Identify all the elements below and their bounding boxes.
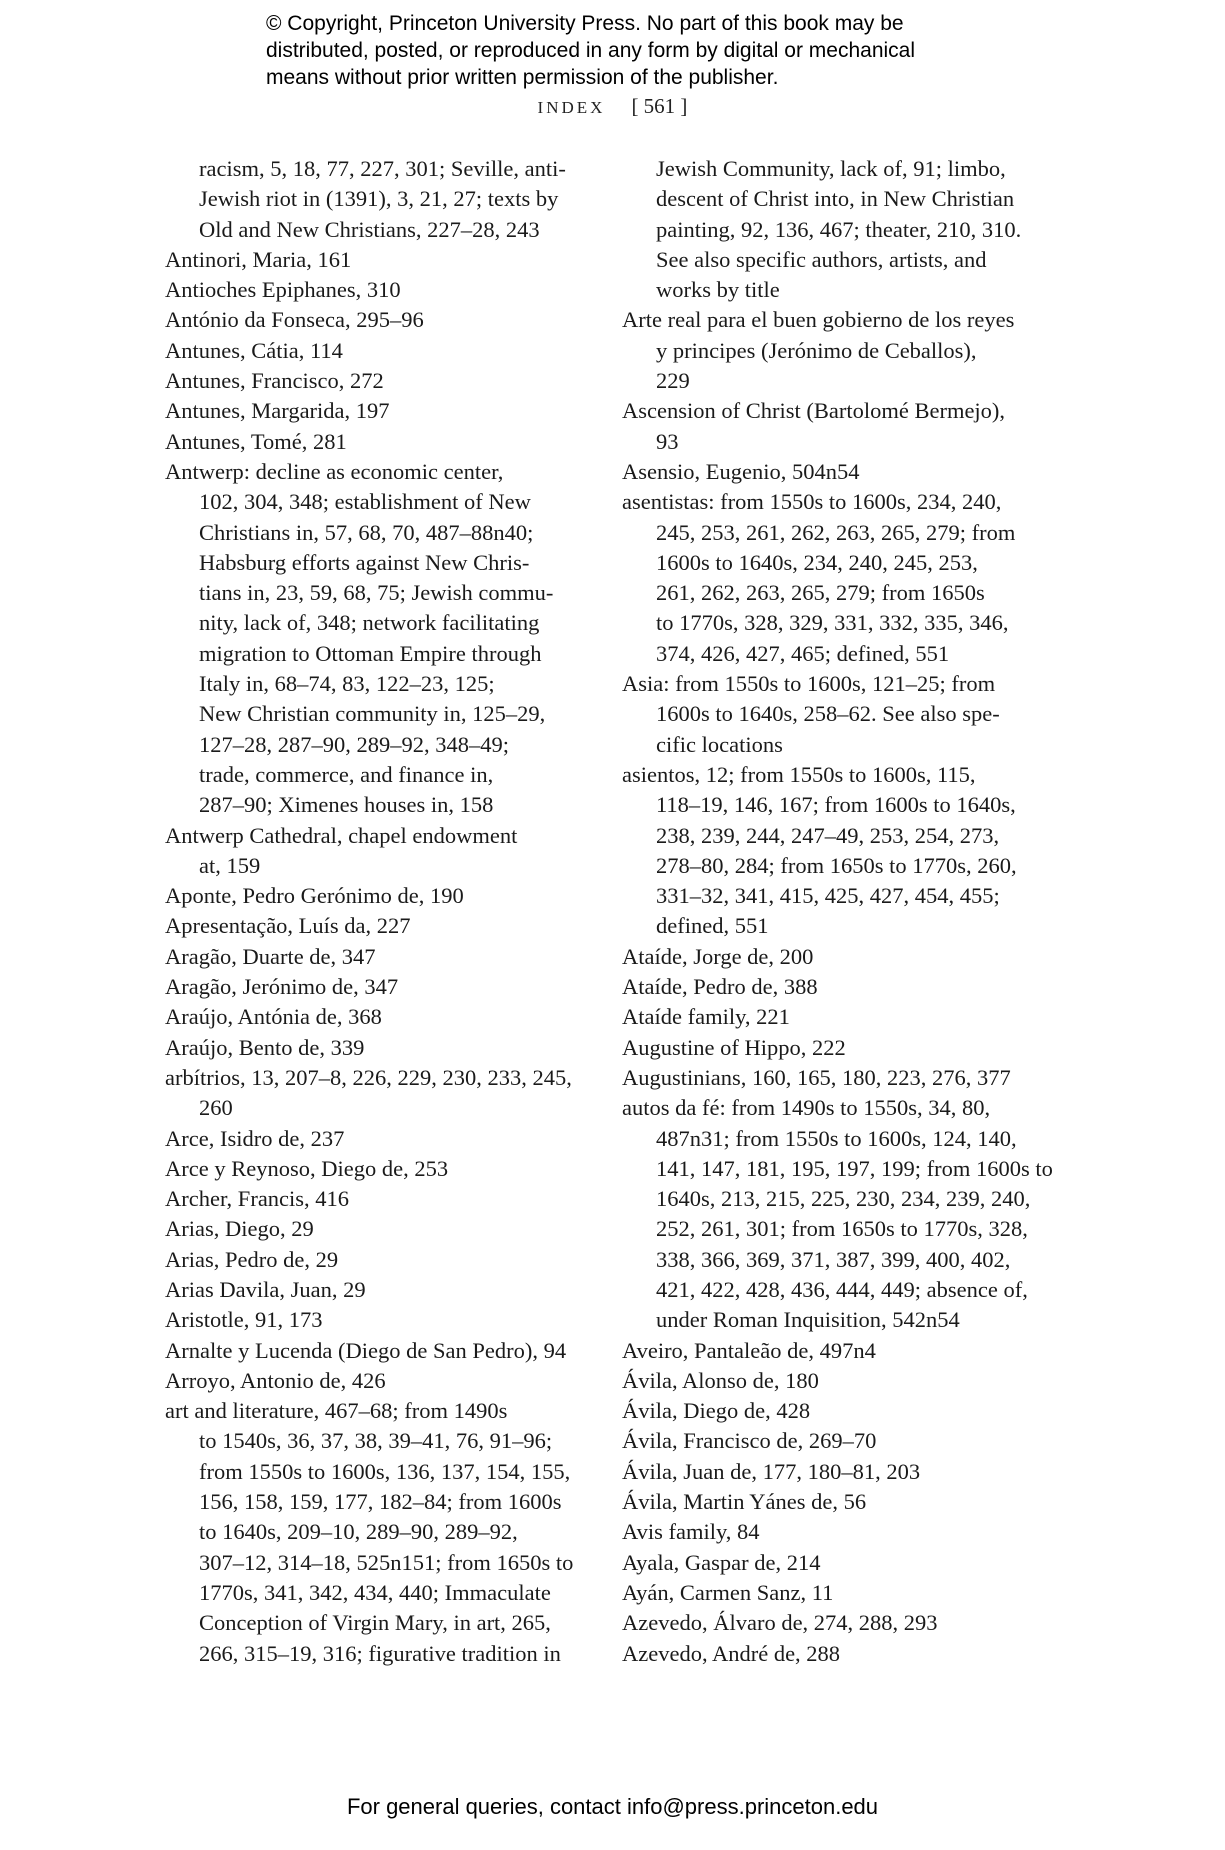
index-entry: Antunes, Tomé, 281 bbox=[165, 428, 347, 454]
index-entry-continuation: painting, 92, 136, 467; theater, 210, 310. bbox=[656, 216, 1022, 242]
index-entry-continuation: from 1550s to 1600s, 136, 137, 154, 155, bbox=[199, 1458, 571, 1484]
index-entry-continuation: 245, 253, 261, 262, 263, 265, 279; from bbox=[656, 519, 1016, 545]
index-entry: Ávila, Diego de, 428 bbox=[622, 1398, 811, 1424]
index-entry: Ayán, Carmen Sanz, 11 bbox=[622, 1579, 834, 1605]
index-entry: Arce, Isidro de, 237 bbox=[165, 1125, 345, 1151]
index-entry-continuation: 141, 147, 181, 195, 197, 199; from 1600s to bbox=[656, 1155, 1053, 1181]
index-entry-continuation: 156, 158, 159, 177, 182–84; from 1600s bbox=[199, 1489, 562, 1515]
index-entry-continuation: 331–32, 341, 415, 425, 427, 454, 455; bbox=[656, 883, 1000, 909]
index-entry: autos da fé: from 1490s to 1550s, 34, 80, bbox=[622, 1095, 991, 1121]
index-entry: Jewish Community, lack of, 91; limbo, bbox=[656, 156, 1006, 181]
index-entry: Ávila, Juan de, 177, 180–81, 203 bbox=[622, 1458, 921, 1484]
index-entry: Antinori, Maria, 161 bbox=[165, 246, 352, 272]
index-entry-continuation: 278–80, 284; from 1650s to 1770s, 260, bbox=[656, 852, 1017, 878]
index-entry-continuation: 1600s to 1640s, 258–62. See also spe- bbox=[656, 701, 1000, 727]
index-entry-continuation: migration to Ottoman Empire through bbox=[199, 640, 542, 666]
index-entry: Antunes, Cátia, 114 bbox=[165, 337, 343, 363]
index-entry-continuation: 260 bbox=[199, 1095, 233, 1121]
index-entry: Arroyo, Antonio de, 426 bbox=[165, 1367, 386, 1393]
index-entry: Ataíde, Jorge de, 200 bbox=[622, 943, 814, 969]
index-entry: Aragão, Duarte de, 347 bbox=[165, 943, 376, 969]
page-number: [ 561 ] bbox=[631, 94, 688, 118]
index-entry: Ávila, Martin Yánes de, 56 bbox=[622, 1489, 867, 1515]
copyright-line: © Copyright, Princeton University Press. No part of this book may be bbox=[266, 12, 904, 35]
index-entry: Apresentação, Luís da, 227 bbox=[165, 913, 411, 939]
index-entry: Ataíde, Pedro de, 388 bbox=[622, 974, 818, 1000]
index-entry: Antioches Epiphanes, 310 bbox=[165, 277, 401, 303]
index-entry: Aveiro, Pantaleão de, 497n4 bbox=[622, 1337, 876, 1363]
index-entry-continuation: 1600s to 1640s, 234, 240, 245, 253, bbox=[656, 549, 978, 575]
index-entry-continuation: to 1540s, 36, 37, 38, 39–41, 76, 91–96; bbox=[199, 1428, 553, 1454]
index-entry: Antunes, Francisco, 272 bbox=[165, 368, 384, 394]
index-entry: Arnalte y Lucenda (Diego de San Pedro), 94 bbox=[165, 1337, 567, 1363]
index-entry-continuation: 1770s, 341, 342, 434, 440; Immaculate bbox=[199, 1579, 551, 1605]
index-entry: Ávila, Alonso de, 180 bbox=[622, 1367, 819, 1393]
index-entry-continuation: 238, 239, 244, 247–49, 253, 254, 273, bbox=[656, 822, 1000, 848]
index-entry: Asia: from 1550s to 1600s, 121–25; from bbox=[622, 671, 996, 697]
index-entry-continuation: at, 159 bbox=[199, 852, 261, 878]
index-entry-continuation: 127–28, 287–90, 289–92, 348–49; bbox=[199, 731, 510, 757]
index-entry-continuation: cific locations bbox=[656, 731, 783, 757]
index-entry-continuation: 374, 426, 427, 465; defined, 551 bbox=[656, 640, 950, 666]
index-entry: Augustine of Hippo, 222 bbox=[622, 1034, 846, 1060]
index-entry: Asensio, Eugenio, 504n54 bbox=[622, 458, 860, 484]
index-column-left bbox=[165, 154, 595, 1669]
index-entry-continuation: 252, 261, 301; from 1650s to 1770s, 328, bbox=[656, 1216, 1028, 1242]
index-entry-continuation: 261, 262, 263, 265, 279; from 1650s bbox=[656, 580, 985, 606]
index-entry-continuation: See also specific authors, artists, and bbox=[656, 246, 987, 272]
index-entry: Arias, Pedro de, 29 bbox=[165, 1246, 339, 1272]
index-entry: asentistas: from 1550s to 1600s, 234, 240, bbox=[622, 489, 1002, 515]
index-entry-continuation: Italy in, 68–74, 83, 122–23, 125; bbox=[199, 671, 495, 697]
index-entry-continuation: Christians in, 57, 68, 70, 487–88n40; bbox=[199, 519, 534, 545]
index-entry: Aragão, Jerónimo de, 347 bbox=[165, 974, 399, 1000]
index-entry: Antwerp: decline as economic center, bbox=[165, 458, 504, 484]
index-entry: Arte real para el buen gobierno de los reyes bbox=[622, 307, 1015, 333]
index-entry-continuation: y principes (Jerónimo de Ceballos), bbox=[656, 337, 977, 363]
copyright-notice bbox=[266, 10, 1026, 91]
index-entry-continuation: New Christian community in, 125–29, bbox=[199, 701, 546, 727]
index-entry: Arias, Diego, 29 bbox=[165, 1216, 314, 1242]
index-entry-continuation: 307–12, 314–18, 525n151; from 1650s to bbox=[199, 1549, 574, 1575]
index-entry-continuation: to 1640s, 209–10, 289–90, 289–92, bbox=[199, 1519, 518, 1545]
index-entry: Antunes, Margarida, 197 bbox=[165, 398, 390, 424]
index-column-right bbox=[622, 154, 1052, 1669]
copyright-line: means without prior written permission of the publisher. bbox=[266, 66, 779, 89]
index-entry-continuation: Habsburg efforts against New Chris- bbox=[199, 549, 530, 575]
index-entry-continuation: Jewish riot in (1391), 3, 21, 27; texts by bbox=[199, 186, 559, 212]
index-entry: Arce y Reynoso, Diego de, 253 bbox=[165, 1155, 449, 1181]
copyright-line: distributed, posted, or reproduced in any form by digital or mechanical bbox=[266, 39, 916, 62]
index-entry: Aponte, Pedro Gerónimo de, 190 bbox=[165, 883, 464, 909]
index-entry-continuation: 421, 422, 428, 436, 444, 449; absence of, bbox=[656, 1276, 1028, 1302]
index-entry: Archer, Francis, 416 bbox=[165, 1186, 350, 1212]
index-entry-continuation: tians in, 23, 59, 68, 75; Jewish commu- bbox=[199, 580, 554, 606]
index-entry-continuation: Conception of Virgin Mary, in art, 265, bbox=[199, 1610, 551, 1636]
index-entry: arbítrios, 13, 207–8, 226, 229, 230, 233, 245, bbox=[165, 1064, 572, 1090]
index-entry: António da Fonseca, 295–96 bbox=[165, 307, 424, 333]
index-entry-continuation: 229 bbox=[656, 368, 690, 394]
index-entry: Ayala, Gaspar de, 214 bbox=[622, 1549, 821, 1575]
index-entry-continuation: trade, commerce, and finance in, bbox=[199, 761, 494, 787]
index-entry: Avis family, 84 bbox=[622, 1519, 760, 1545]
index-entry-continuation: 338, 366, 369, 371, 387, 399, 400, 402, bbox=[656, 1246, 1011, 1272]
index-entry: Aristotle, 91, 173 bbox=[165, 1307, 323, 1333]
index-entry-continuation: 287–90; Ximenes houses in, 158 bbox=[199, 792, 494, 818]
index-entry-continuation: to 1770s, 328, 329, 331, 332, 335, 346, bbox=[656, 610, 1009, 636]
index-entry-continuation: 487n31; from 1550s to 1600s, 124, 140, bbox=[656, 1125, 1017, 1151]
index-entry: Araújo, Bento de, 339 bbox=[165, 1034, 365, 1060]
index-entry-continuation: defined, 551 bbox=[656, 913, 769, 939]
index-entry-continuation: 1640s, 213, 215, 225, 230, 234, 239, 240, bbox=[656, 1186, 1031, 1212]
index-entry: Azevedo, André de, 288 bbox=[622, 1640, 841, 1666]
index-entry: Antwerp Cathedral, chapel endowment bbox=[165, 822, 518, 848]
footer-contact: For general queries, contact info@press.princeton.edu bbox=[346, 1794, 879, 1819]
index-entry: asientos, 12; from 1550s to 1600s, 115, bbox=[622, 761, 976, 787]
index-entry: Augustinians, 160, 165, 180, 223, 276, 377 bbox=[622, 1064, 1011, 1090]
index-entry: racism, 5, 18, 77, 227, 301; Seville, anti- bbox=[199, 156, 566, 181]
index-entry: Arias Davila, Juan, 29 bbox=[165, 1276, 366, 1302]
index-entry-continuation: Old and New Christians, 227–28, 243 bbox=[199, 216, 540, 242]
index-entry-continuation: 118–19, 146, 167; from 1600s to 1640s, bbox=[656, 792, 1016, 818]
running-head bbox=[0, 94, 1225, 119]
index-entry-continuation: under Roman Inquisition, 542n54 bbox=[656, 1307, 960, 1333]
index-entry: Araújo, Antónia de, 368 bbox=[165, 1004, 382, 1030]
index-entry: Ascension of Christ (Bartolomé Bermejo), bbox=[622, 398, 1006, 424]
index-entry-continuation: 266, 315–19, 316; figurative tradition in bbox=[199, 1640, 561, 1666]
index-entry-continuation: 93 bbox=[656, 428, 679, 454]
index-entry-continuation: descent of Christ into, in New Christian bbox=[656, 186, 1015, 212]
index-entry: art and literature, 467–68; from 1490s bbox=[165, 1398, 508, 1424]
running-head-title: INDEX bbox=[537, 98, 606, 117]
index-entry: Ataíde family, 221 bbox=[622, 1004, 790, 1030]
index-entry-continuation: 102, 304, 348; establishment of New bbox=[199, 489, 531, 515]
index-entry-continuation: nity, lack of, 348; network facilitating bbox=[199, 610, 540, 636]
index-entry: Ávila, Francisco de, 269–70 bbox=[622, 1428, 877, 1454]
index-entry-continuation: works by title bbox=[656, 277, 780, 303]
index-entry: Azevedo, Álvaro de, 274, 288, 293 bbox=[622, 1610, 938, 1636]
